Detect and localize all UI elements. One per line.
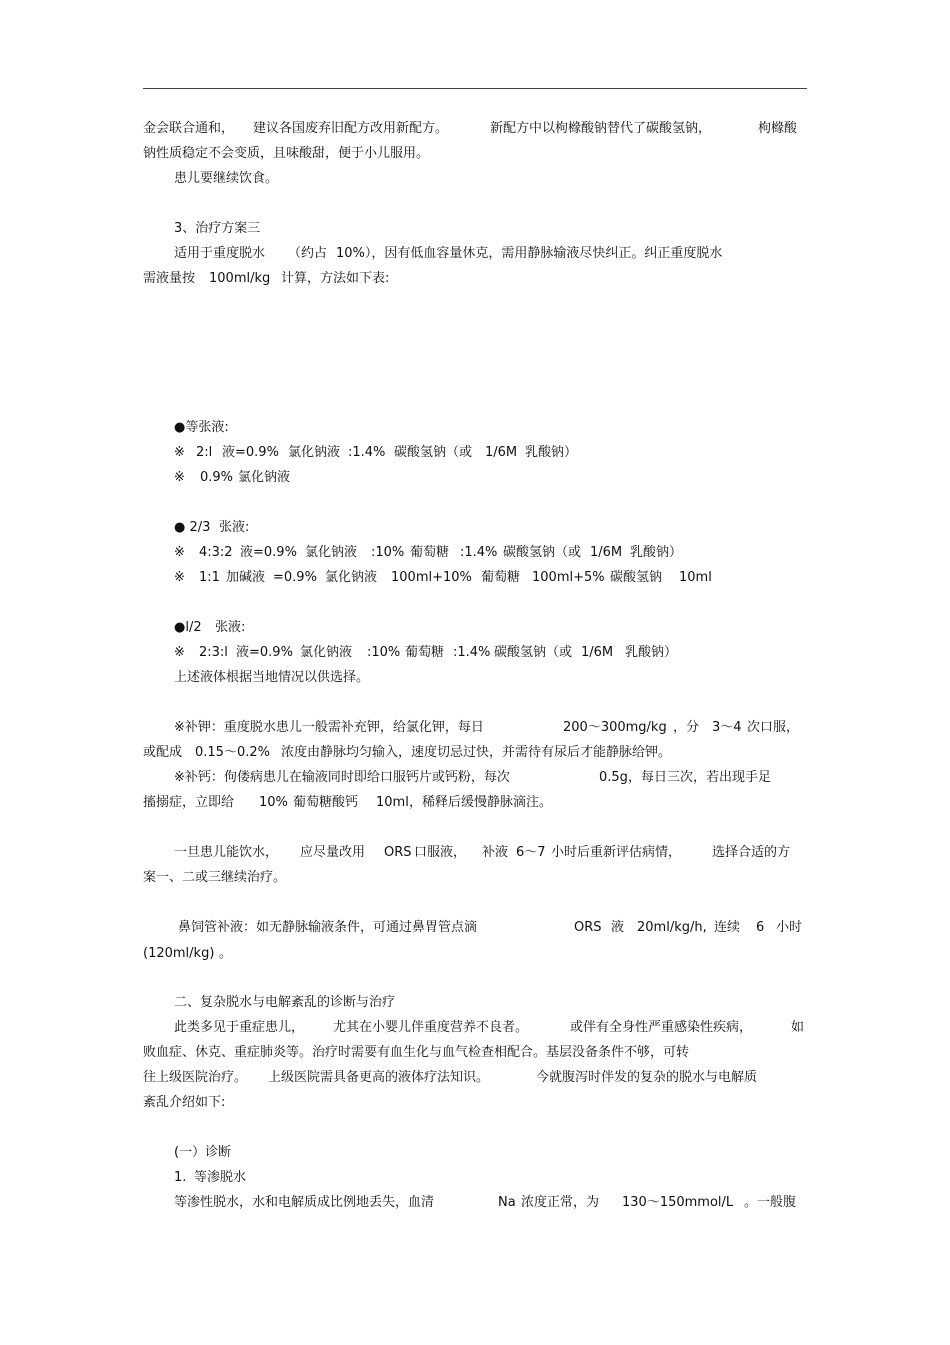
text-segment: ，分 xyxy=(673,720,700,735)
text-segment: 氯化钠液 xyxy=(300,645,353,660)
text-segment: 尤其在小婴儿伴重度营养不良者。 xyxy=(333,1020,529,1035)
text-segment: :1.4% xyxy=(348,445,386,460)
text-segment: 葡萄糖酸钙 xyxy=(293,795,359,810)
text-segment: 200～300mg/kg xyxy=(563,720,667,735)
text-segment: 加碱液 xyxy=(226,570,266,585)
header-rule xyxy=(143,88,807,89)
text-segment: 往上级医院治疗。 xyxy=(143,1070,248,1085)
text-segment: 葡萄糖 xyxy=(405,645,445,660)
text-segment: 枸橼酸 xyxy=(758,121,798,136)
text-segment: 败血症、休克、重症肺炎等。治疗时需要有血生化与血气检查相配合。基层没备条件不够，可转 xyxy=(143,1045,690,1060)
text-segment: 或配成 xyxy=(143,745,183,760)
text-segment: 碳酸氢钠（或 xyxy=(503,545,582,560)
text-segment: 20ml/kg/h, xyxy=(637,920,707,935)
text-segment: 3、治疗方案三 xyxy=(174,221,261,236)
text-segment: 6～7 xyxy=(516,845,546,860)
text-segment: (一）诊断 xyxy=(174,1145,232,1160)
text-segment: ※ xyxy=(174,645,185,660)
text-segment: 选择合适的方 xyxy=(712,845,791,860)
text-segment: ※补钙：佝偻病患儿在输液同时即给口服钙片或钙粉，每次 xyxy=(174,770,510,785)
text-segment: 建议各国废弃旧配方改用新配方。 xyxy=(253,121,449,136)
text-segment: ※ xyxy=(174,570,185,585)
text-segment: 补液 xyxy=(482,845,509,860)
text-segment: 如 xyxy=(791,1020,805,1035)
text-segment: :1.4% xyxy=(460,545,498,560)
text-segment: 案一、二或三继续治疗。 xyxy=(143,870,287,885)
text-segment: ● 2/3 xyxy=(174,520,211,535)
text-segment: ●等张液: xyxy=(174,420,229,435)
text-segment: 等渗脱水 xyxy=(194,1170,247,1185)
text-segment: 金会联合通和， xyxy=(143,121,235,136)
text-segment: 氯化钠液 xyxy=(288,445,341,460)
text-segment: 0.5g xyxy=(599,770,628,785)
text-segment: ORS xyxy=(574,920,602,935)
text-segment: 液=0.9% xyxy=(236,645,293,660)
text-segment: ※补钾：重度脱水患儿一般需补充钾，给氯化钾，每日 xyxy=(174,720,484,735)
text-segment: 乳酸钠） xyxy=(625,645,678,660)
text-segment: 患儿要继续饮食。 xyxy=(174,171,279,186)
text-segment: ※ xyxy=(174,545,185,560)
text-segment: 上述液体根据当地情况以供选择。 xyxy=(174,670,370,685)
text-segment: 1/6M xyxy=(590,545,623,560)
text-segment: （约占 xyxy=(288,246,328,261)
text-segment: 10ml xyxy=(376,795,409,810)
text-segment: ORS xyxy=(384,845,412,860)
text-segment: 1. xyxy=(174,1170,187,1185)
text-segment: 。一般腹 xyxy=(744,1195,797,1210)
text-segment: 计算，方法如下表: xyxy=(281,271,390,286)
text-segment: 液=0.9% xyxy=(240,545,297,560)
text-segment: (120ml/kg) xyxy=(143,946,215,961)
text-segment: 今就腹泻时伴发的复杂的脱水与电解质 xyxy=(536,1070,758,1085)
text-segment: 口服液， xyxy=(414,845,467,860)
text-segment: 10% xyxy=(259,795,288,810)
text-segment: 液 xyxy=(611,920,625,935)
text-segment: 浓度由静脉均匀输入，速度切忌过快，并需待有尿后才能静脉给钾。 xyxy=(281,745,672,760)
text-segment: 此类多见于重症患儿， xyxy=(174,1020,305,1035)
text-segment: 次口服， xyxy=(747,720,800,735)
text-segment: 适用于重度脱水 xyxy=(174,246,266,261)
text-segment: 10%），因有低血容量休克，需用静脉输液尽快纠正。纠正重度脱水 xyxy=(336,246,723,261)
text-segment: 浓度正常，为 xyxy=(521,1195,600,1210)
text-segment: 等渗性脱水，水和电解质成比例地丢失，血清 xyxy=(174,1195,435,1210)
text-segment: 张液: xyxy=(215,620,246,635)
text-segment: 搐搦症，立即给 xyxy=(143,795,235,810)
text-segment: 二、复杂脱水与电解紊乱的诊断与治疗 xyxy=(174,995,396,1010)
text-segment: 100ml+5% xyxy=(532,570,605,585)
text-segment: 3～4 xyxy=(712,720,742,735)
text-segment: 张液: xyxy=(219,520,250,535)
text-segment: 1/6M xyxy=(581,645,614,660)
text-segment: :10% xyxy=(367,645,401,660)
text-segment: 2:l xyxy=(196,445,213,460)
text-segment: 鼻饲管补液：如无静脉输液条件，可通过鼻胃管点滴 xyxy=(178,920,478,935)
text-segment: 0.15～0.2% xyxy=(195,745,270,760)
text-segment: ●l/2 xyxy=(174,620,202,635)
text-segment: 0.9% xyxy=(200,470,234,485)
text-segment: 乳酸钠） xyxy=(525,445,578,460)
text-segment: 钠性质稳定不会变质，且味酸甜，便于小儿服用。 xyxy=(143,146,430,161)
text-segment: 紊乱介绍如下: xyxy=(143,1095,226,1110)
text-segment: 100ml+10% xyxy=(391,570,472,585)
text-segment: 2:3:l xyxy=(199,645,228,660)
text-segment: :10% xyxy=(371,545,405,560)
text-segment: ※ xyxy=(174,445,185,460)
text-segment: 100ml/kg xyxy=(209,271,271,286)
text-segment: 应尽量改用 xyxy=(300,845,366,860)
text-segment: 小时 xyxy=(776,920,803,935)
text-segment: ，稀释后缓慢静脉滴注。 xyxy=(409,795,553,810)
text-segment: Na xyxy=(498,1195,516,1210)
text-segment: 葡萄糖 xyxy=(410,545,450,560)
text-segment: 4:3:2 xyxy=(199,545,233,560)
text-segment: 1/6M xyxy=(485,445,518,460)
text-segment: 葡萄糖 xyxy=(481,570,521,585)
text-segment: 新配方中以枸橼酸钠替代了碳酸氢钠， xyxy=(490,121,712,136)
text-segment: 碳酸氢钠（或 xyxy=(494,645,573,660)
text-segment: 。 xyxy=(219,946,233,961)
text-segment: 6 xyxy=(756,920,765,935)
text-segment: 碳酸氢钠 xyxy=(610,570,663,585)
text-segment: 1:1 xyxy=(199,570,220,585)
text-segment: ，每日三次，若出现手足 xyxy=(628,770,772,785)
text-segment: 连续 xyxy=(714,920,741,935)
text-segment: 或伴有全身性严重感染性疾病， xyxy=(570,1020,753,1035)
text-segment: 10ml xyxy=(679,570,712,585)
text-segment: 小时后重新评估病情， xyxy=(551,845,682,860)
text-segment: 乳酸钠） xyxy=(630,545,683,560)
text-segment: 一旦患儿能饮水， xyxy=(174,845,279,860)
text-segment: 氯化钠液 xyxy=(238,470,291,485)
text-segment: 上级医院需具备更高的液体疗法知识。 xyxy=(268,1070,490,1085)
text-segment: :1.4% xyxy=(453,645,491,660)
text-segment: =0.9% xyxy=(273,570,317,585)
text-segment: 液=0.9% xyxy=(222,445,279,460)
text-segment: 氯化钠液 xyxy=(325,570,378,585)
text-segment: 氯化钠液 xyxy=(305,545,358,560)
text-segment: 碳酸氢钠（或 xyxy=(394,445,473,460)
text-segment: 130～150mmol/L xyxy=(622,1195,734,1210)
text-segment: 需液量按 xyxy=(143,271,196,286)
text-segment: ※ xyxy=(174,470,185,485)
